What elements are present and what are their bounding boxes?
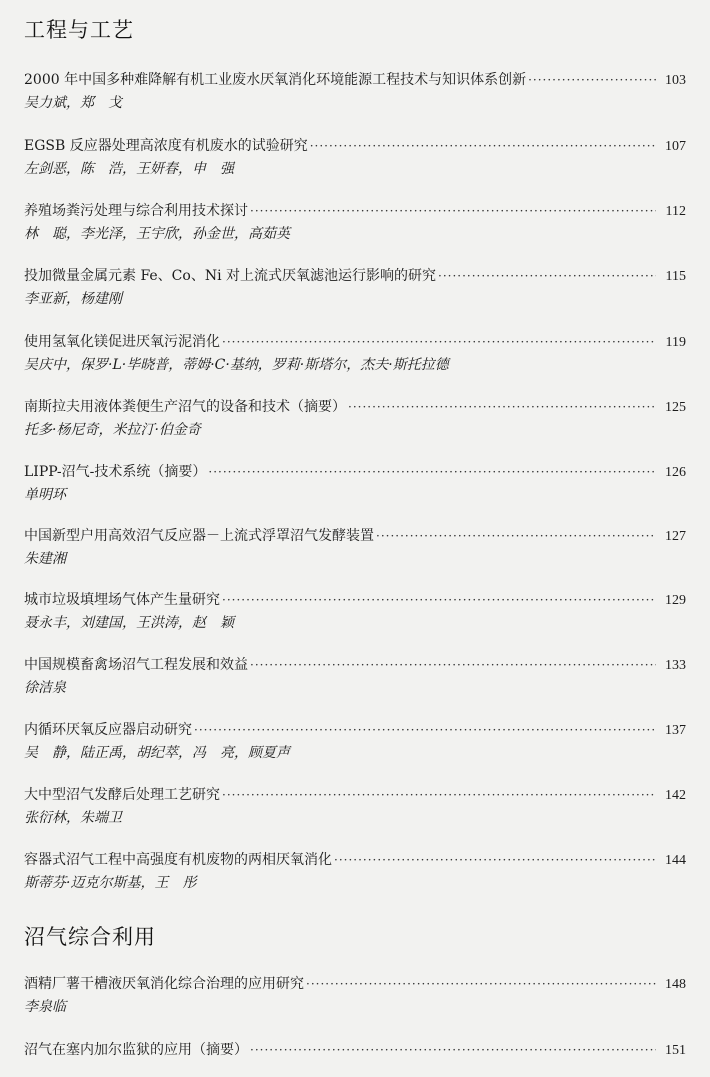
entry-authors: 张衍林，朱端卫: [24, 810, 122, 826]
toc-entry[interactable]: [24, 70, 686, 113]
entry-authors: 吴庆中，保罗·L·毕晓普，蒂姆·C·基纳，罗莉·斯塔尔，杰夫·斯托拉德: [24, 357, 449, 373]
entry-title: 南斯拉夫用液体粪便生产沼气的设备和技术（摘要）: [24, 399, 346, 415]
toc-entry[interactable]: [24, 266, 686, 309]
entry-authors: 吴 静，陆正禹，胡纪萃，冯 亮，顾夏声: [24, 745, 290, 761]
section-title-biogas-utilization: 沼气综合利用: [24, 925, 156, 949]
page-number: 133: [665, 658, 686, 673]
page-number: 151: [665, 1043, 686, 1058]
toc-entry[interactable]: [24, 590, 686, 633]
dot-leader: [528, 70, 656, 90]
entry-authors: 吴力斌，郑 戈: [24, 95, 122, 111]
entry-title: 容器式沼气工程中高强度有机废物的两相厌氧消化: [24, 852, 332, 868]
dot-leader: [250, 1040, 656, 1060]
entry-title: 酒精厂薯干槽液厌氧消化综合治理的应用研究: [24, 976, 304, 992]
dot-leader: [194, 720, 656, 740]
page-number: 137: [665, 723, 686, 738]
dot-leader: [334, 850, 656, 870]
entry-authors: 左剑恶，陈 浩，王妍春，申 强: [24, 161, 234, 177]
entry-authors: 徐洁泉: [24, 680, 66, 696]
page-number: 125: [665, 400, 686, 415]
entry-title: 中国新型户用高效沼气反应器－上流式浮罩沼气发酵装置: [24, 528, 374, 544]
page-number: 107: [665, 139, 686, 154]
entry-title: 城市垃圾填埋场气体产生量研究: [24, 592, 220, 608]
toc-entry[interactable]: [24, 136, 686, 179]
dot-leader: [208, 462, 656, 482]
toc-entry[interactable]: [24, 462, 686, 505]
page-number: 126: [665, 465, 686, 480]
page-number: 103: [665, 73, 686, 88]
page-number: 115: [665, 269, 686, 284]
entry-authors: 朱建湘: [24, 551, 66, 567]
dot-leader: [222, 590, 656, 610]
toc-entry[interactable]: [24, 785, 686, 828]
entry-title: LIPP-沼气-技术系统（摘要）: [24, 464, 207, 480]
entry-title: 2000 年中国多种难降解有机工业废水厌氧消化环境能源工程技术与知识体系创新: [24, 72, 527, 88]
entry-title: 沼气在塞内加尔监狱的应用（摘要）: [24, 1042, 248, 1058]
page-number: 144: [665, 853, 686, 868]
dot-leader: [376, 526, 656, 546]
entry-authors: 李泉临: [24, 999, 66, 1015]
toc-entry[interactable]: [24, 850, 686, 893]
entry-authors: 单明环: [24, 487, 66, 503]
dot-leader: [222, 785, 656, 805]
page-number: 129: [665, 593, 686, 608]
entry-authors: 林 聪，李光泽，王宇欣，孙金世，高茹英: [24, 226, 290, 242]
entry-title: 投加微量金属元素 Fe、Co、Ni 对上流式厌氧滤池运行影响的研究: [24, 268, 437, 284]
page-number: 112: [665, 204, 686, 219]
toc-entry[interactable]: [24, 655, 686, 698]
dot-leader: [438, 266, 656, 286]
toc-entry[interactable]: [24, 332, 686, 375]
entry-title: 中国规模畜禽场沼气工程发展和效益: [24, 657, 248, 673]
entry-title: 内循环厌氧反应器启动研究: [24, 722, 192, 738]
dot-leader: [310, 136, 656, 156]
dot-leader: [348, 397, 656, 417]
toc-entry[interactable]: [24, 720, 686, 763]
dot-leader: [306, 974, 656, 994]
toc-entry[interactable]: [24, 526, 686, 569]
entry-authors: 斯蒂芬·迈克尔斯基，王 彤: [24, 875, 197, 891]
page-number: 127: [665, 529, 686, 544]
entry-title: 养殖场粪污处理与综合利用技术探讨: [24, 203, 248, 219]
page-number: 119: [665, 335, 686, 350]
page-number: 148: [665, 977, 686, 992]
toc-entry[interactable]: [24, 397, 686, 440]
entry-authors: 李亚新，杨建刚: [24, 291, 122, 307]
entry-authors: 聂永丰，刘建国，王洪涛，赵 颖: [24, 615, 234, 631]
page-number: 142: [665, 788, 686, 803]
entry-authors: 托多·杨尼奇，米拉汀·伯金奇: [24, 422, 201, 438]
toc-entry[interactable]: [24, 201, 686, 244]
entry-title: EGSB 反应器处理高浓度有机废水的试验研究: [24, 138, 308, 154]
dot-leader: [250, 655, 656, 675]
dot-leader: [250, 201, 656, 221]
dot-leader: [222, 332, 656, 352]
entry-title: 使用氢氧化镁促进厌氧污泥消化: [24, 334, 220, 350]
entry-title: 大中型沼气发酵后处理工艺研究: [24, 787, 220, 803]
section-title-engineering: 工程与工艺: [24, 18, 134, 42]
toc-entry[interactable]: [24, 974, 686, 1017]
toc-entry[interactable]: [24, 1040, 686, 1060]
